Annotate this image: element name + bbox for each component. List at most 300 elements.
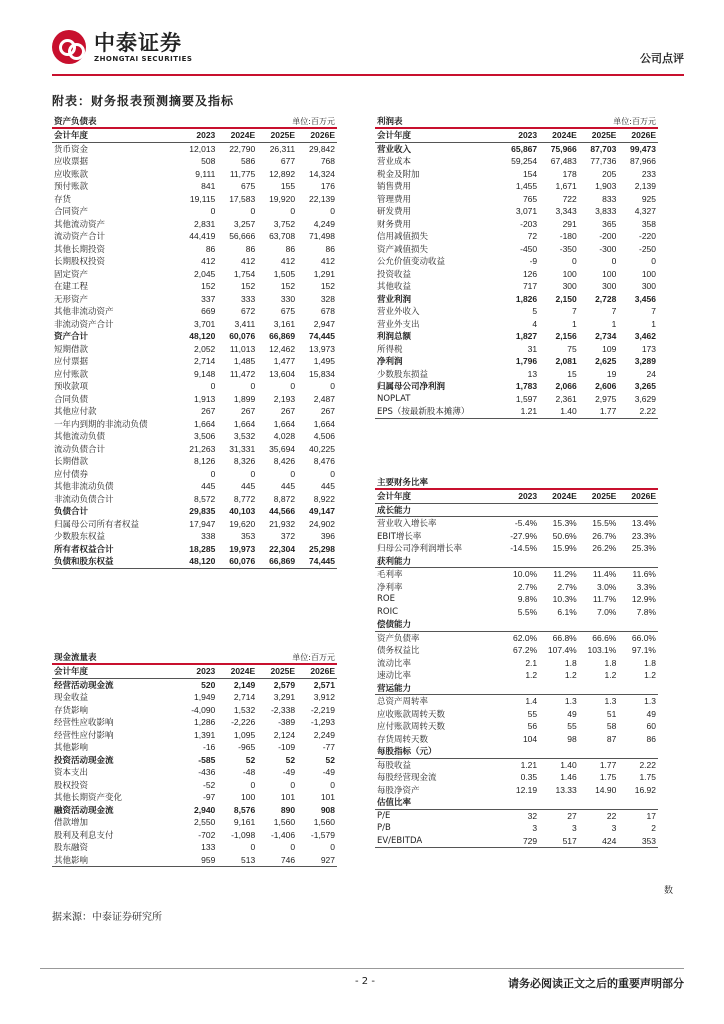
cell-value: 126: [522, 268, 538, 279]
cell-value: 675: [280, 306, 296, 317]
cell-value: 2,249: [313, 729, 335, 740]
cell-value: 8,922: [313, 493, 335, 504]
column-header-year: 2024E: [539, 489, 579, 503]
cell-value: 2,831: [194, 218, 216, 229]
cell-value: 1,827: [515, 331, 538, 342]
cell-value: 3,629: [634, 393, 656, 404]
cell-value: 8,872: [273, 493, 296, 504]
row-label: 归母公司净利润增长率: [377, 544, 463, 555]
cell-value: 1.3: [644, 696, 656, 707]
cell-value: 2.1: [525, 657, 538, 668]
cell-value: 2,714: [194, 356, 216, 367]
column-header-year: 2024E: [217, 128, 257, 142]
table-row: [375, 230, 658, 243]
cell-value: 22: [606, 810, 617, 821]
cell-value: 0: [330, 381, 335, 392]
cell-value: 0: [651, 256, 656, 267]
cell-value: 99,473: [630, 143, 656, 154]
cell-value: 0: [330, 842, 335, 853]
cell-value: [539, 503, 579, 517]
table-row: [52, 430, 337, 443]
section-header-row: [375, 682, 658, 695]
cell-value: 513: [217, 854, 257, 867]
cell-value: 765: [522, 193, 538, 204]
cell-value: -5.4%: [514, 518, 538, 529]
table-row: [375, 142, 658, 155]
table-row: [375, 784, 658, 797]
table-row: [375, 835, 658, 848]
cell-value: 154: [522, 168, 538, 179]
cell-value: 729: [500, 835, 540, 848]
row-label: 少数股东损益: [377, 369, 429, 380]
table-row: [375, 343, 658, 356]
column-header-year: 2026E: [297, 664, 337, 678]
cell-value: 86: [646, 733, 656, 744]
cell-value: 27: [567, 810, 577, 821]
cell-value: 3,833: [595, 206, 617, 217]
cell-value: 3,752: [273, 218, 296, 229]
cell-value: 2,156: [555, 331, 577, 342]
page-number: - 2 -: [355, 976, 375, 987]
cell-value: 1,664: [233, 418, 256, 429]
cell-value: 412: [241, 256, 256, 267]
table-header-row: [375, 128, 658, 142]
cell-value: 2,052: [194, 343, 216, 354]
table-row: [375, 405, 658, 418]
cell-value: 677: [280, 156, 296, 167]
cell-value: -436: [198, 767, 216, 778]
cell-value: 22,139: [309, 193, 335, 204]
table-row: [375, 193, 658, 206]
cell-value: 40,225: [309, 443, 335, 454]
cell-value: -300: [599, 243, 617, 254]
cell-value: 8,426: [273, 456, 296, 467]
row-label: 其他长期投资: [54, 244, 106, 255]
cell-value: -389: [278, 717, 296, 728]
cell-value: 72: [527, 231, 538, 242]
cell-value: 2,625: [595, 356, 617, 367]
cell-value: 353: [241, 531, 256, 542]
cell-value: 3: [532, 823, 538, 834]
cell-value: 10.0%: [513, 569, 538, 580]
column-header-year: 2023: [500, 489, 540, 503]
table-row: [52, 854, 337, 867]
cell-value: [618, 555, 658, 568]
table-row: [52, 418, 337, 431]
cell-value: 10.3%: [552, 594, 577, 605]
cell-value: 24,902: [309, 518, 335, 529]
cell-value: 12,013: [189, 143, 216, 154]
cell-value: 717: [522, 281, 538, 292]
cell-value: 40,103: [229, 506, 256, 517]
cell-value: 52: [285, 754, 296, 765]
cell-value: 1.46: [560, 772, 577, 783]
cell-value: -97: [203, 792, 216, 803]
zhongtai-logo-icon: [52, 30, 86, 64]
row-label: 应付账款: [54, 369, 89, 380]
cell-value: 86: [285, 243, 296, 254]
cell-value: -450: [520, 243, 538, 254]
row-label: 成长能力: [375, 503, 500, 517]
cell-value: 0: [250, 206, 256, 217]
cell-value: 424: [579, 835, 619, 848]
cell-value: 1.40: [539, 405, 579, 418]
cell-value: [539, 618, 579, 631]
table-row: [52, 741, 337, 754]
cell-value: 267: [201, 406, 216, 417]
table-header-row: [52, 664, 337, 678]
cell-value: 7: [572, 306, 577, 317]
column-header-year: 2023: [500, 128, 540, 142]
row-label: 流动资产合计: [54, 232, 106, 243]
cell-value: 29,835: [189, 506, 216, 517]
row-label: 借款增加: [54, 818, 89, 829]
cell-value: -180: [559, 231, 577, 242]
row-label: 毛利率: [377, 570, 403, 581]
cell-value: 358: [641, 218, 656, 229]
cell-value: -2,219: [310, 704, 335, 715]
row-label: 归属母公司所有者权益: [54, 519, 140, 530]
cell-value: 11,472: [229, 368, 256, 379]
cell-value: 66.0%: [631, 632, 656, 643]
cell-value: [539, 682, 579, 695]
row-label: 其他应付款: [54, 407, 97, 418]
cell-value: -350: [559, 243, 577, 254]
cell-value: -1,406: [270, 829, 296, 840]
cell-value: 6.1%: [557, 606, 577, 617]
cell-value: -1,579: [310, 829, 335, 840]
cell-value: 31: [527, 343, 538, 354]
row-label: 公允价值变动收益: [377, 257, 446, 268]
table-row: [52, 704, 337, 717]
cell-value: [539, 745, 579, 758]
cell-value: 927: [297, 854, 337, 867]
column-header-year: 2026E: [618, 128, 658, 142]
row-label: 资产合计: [54, 332, 89, 343]
row-label: 营业利润: [377, 294, 412, 305]
cell-value: 1,913: [194, 393, 216, 404]
table-row: [52, 505, 337, 518]
cell-value: 372: [280, 531, 296, 542]
row-label: 销售费用: [377, 182, 412, 193]
cell-value: 1.40: [560, 759, 577, 770]
row-label: 速动比率: [377, 671, 412, 682]
table-row: [52, 841, 337, 854]
cell-value: 16.92: [634, 784, 656, 795]
cell-value: 3,289: [634, 356, 656, 367]
cell-value: 2,728: [595, 293, 617, 304]
table-row: [52, 180, 337, 193]
table-row: [52, 218, 337, 231]
cell-value: 365: [602, 218, 617, 229]
cell-value: 15.3%: [552, 518, 577, 529]
row-label: 预收款项: [54, 382, 89, 393]
cell-value: -1,293: [310, 717, 335, 728]
column-header-year: 2025E: [579, 489, 619, 503]
cell-value: 2.22: [639, 759, 656, 770]
cell-value: 75,966: [550, 143, 577, 154]
cell-value: 1.21: [520, 759, 538, 770]
row-label: 其他流动资产: [54, 219, 106, 230]
cell-value: 4,327: [634, 206, 656, 217]
cell-value: 4,249: [313, 218, 335, 229]
cell-value: 1,949: [194, 692, 216, 703]
column-header-year: 2025E: [257, 128, 297, 142]
row-label: 营业外收入: [377, 307, 420, 318]
cell-value: 908: [320, 804, 335, 815]
cell-value: 3,532: [233, 431, 256, 442]
cell-value: 9,111: [195, 168, 216, 179]
table-row: [52, 816, 337, 829]
row-label: 融资活动现金流: [54, 805, 114, 816]
cell-value: 4: [532, 318, 538, 329]
cell-value: [539, 555, 579, 568]
table-row: [375, 330, 658, 343]
row-label: 每股指标（元）: [375, 745, 500, 758]
cell-value: 0: [210, 381, 216, 392]
row-label: 所得税: [377, 344, 403, 355]
cell-value: 1: [651, 318, 656, 329]
cell-value: 86: [245, 243, 256, 254]
cell-value: 205: [602, 168, 617, 179]
cell-value: 2.7%: [557, 581, 577, 592]
column-header-year: 2024E: [217, 664, 257, 678]
cell-value: 19,115: [189, 193, 216, 204]
row-label: 存货周转天数: [377, 734, 429, 745]
cell-value: 9,148: [194, 368, 216, 379]
cell-value: 1,796: [515, 356, 538, 367]
row-label: 营业收入增长率: [377, 519, 437, 530]
row-label: 负债和股东权益: [52, 555, 177, 568]
cell-value: 0: [330, 206, 335, 217]
cell-value: 17: [646, 810, 656, 821]
row-label: 固定资产: [54, 269, 89, 280]
cell-value: 14,324: [309, 168, 335, 179]
cell-value: 353: [618, 835, 658, 848]
cell-value: 1.8: [644, 657, 656, 668]
cell-value: 35,694: [269, 443, 296, 454]
table-row: [375, 268, 658, 281]
cell-value: 0: [290, 842, 296, 853]
table-row: [375, 530, 658, 543]
cell-value: 1,455: [515, 181, 538, 192]
cell-value: 12.9%: [631, 594, 656, 605]
cell-value: 25.3%: [631, 543, 656, 554]
disclaimer-note: 请务必阅读正文之后的重要声明部分: [508, 977, 684, 990]
table-header-row: [52, 128, 337, 142]
cell-value: 3,257: [233, 218, 256, 229]
cell-value: 13: [527, 368, 538, 379]
cell-value: 8,476: [313, 456, 335, 467]
cell-value: [500, 618, 540, 631]
cell-value: 1.75: [599, 772, 617, 783]
cell-value: 13,604: [269, 368, 296, 379]
row-label: 资产减值损失: [377, 244, 429, 255]
column-header-label: 会计年度: [375, 128, 500, 142]
cell-value: 722: [562, 193, 577, 204]
cell-value: 746: [257, 854, 297, 867]
cell-value: 48,120: [177, 555, 217, 568]
balance-sheet-table: [52, 115, 337, 569]
cell-value: 15.5%: [592, 518, 617, 529]
cell-value: 5.5%: [517, 606, 538, 617]
cell-value: 1.2: [604, 670, 617, 681]
cell-value: 2,571: [313, 679, 335, 690]
row-label: 营业成本: [377, 157, 412, 168]
table-row: [375, 280, 658, 293]
cell-value: 17,947: [189, 518, 216, 529]
cell-value: 0: [572, 256, 577, 267]
table-row: [52, 205, 337, 218]
cell-value: -52: [203, 779, 216, 790]
cell-value: 2: [651, 823, 656, 834]
table-title: 现金流量表: [52, 651, 257, 664]
row-label: 净利率: [377, 582, 403, 593]
cell-value: 173: [641, 343, 656, 354]
cell-value: 1,754: [233, 268, 256, 279]
row-label: EBIT增长率: [377, 531, 422, 542]
cell-value: 14.90: [595, 784, 617, 795]
table-row: [52, 530, 337, 543]
cell-value: [500, 503, 540, 517]
cell-value: 1,664: [313, 418, 335, 429]
column-header-year: 2025E: [257, 664, 297, 678]
section-header-row: [375, 555, 658, 568]
table-title-row: [52, 651, 337, 664]
row-label: 存货: [54, 194, 72, 205]
table-row: [375, 733, 658, 746]
table-row: [52, 543, 337, 556]
cell-value: 1,671: [555, 181, 577, 192]
cell-value: 2,714: [233, 692, 256, 703]
cell-value: 44,419: [189, 231, 216, 242]
report-type-tag: 公司点评: [640, 52, 684, 65]
cell-value: 445: [201, 481, 216, 492]
cell-value: -2,226: [231, 717, 256, 728]
row-label: 预付账款: [54, 182, 89, 193]
table-row: [375, 631, 658, 644]
cell-value: 58: [606, 721, 617, 732]
cell-value: -49: [322, 767, 335, 778]
cell-value: 3,265: [634, 381, 656, 392]
cell-value: 12.19: [515, 784, 538, 795]
row-label: 获利能力: [375, 555, 500, 568]
cell-value: [579, 503, 619, 517]
cell-value: 22,790: [229, 143, 256, 154]
cell-value: [579, 555, 619, 568]
row-label: 其他非流动负债: [54, 482, 114, 493]
cell-value: 74,445: [309, 331, 335, 342]
cell-value: 178: [562, 168, 577, 179]
cell-value: 87,966: [630, 156, 656, 167]
cell-value: 1.75: [639, 772, 656, 783]
cell-value: 18,285: [189, 543, 216, 554]
row-label: 股利及利息支付: [54, 830, 114, 841]
cell-value: -1,098: [231, 829, 256, 840]
cell-value: [579, 745, 619, 758]
cell-value: 26,311: [269, 143, 296, 154]
cell-value: 517: [539, 835, 579, 848]
cell-value: 1,597: [515, 393, 538, 404]
cell-value: 2,045: [194, 268, 216, 279]
table-row: [52, 829, 337, 842]
cell-value: 4,028: [273, 431, 296, 442]
cell-value: 267: [280, 406, 296, 417]
row-label: 营运能力: [375, 682, 500, 695]
row-label: 合同负债: [54, 394, 89, 405]
brand-name-en: ZHONGTAI SECURITIES: [94, 54, 193, 63]
table-row: [52, 468, 337, 481]
table-row: [52, 691, 337, 704]
cell-value: 1,664: [194, 418, 216, 429]
table-row: [375, 606, 658, 619]
row-label: 估值比率: [375, 796, 500, 809]
cell-value: 103.1%: [587, 645, 617, 656]
row-label: EV/EBITDA: [375, 835, 500, 848]
cell-value: 300: [562, 281, 577, 292]
table-row: [52, 193, 337, 206]
cell-value: [618, 745, 658, 758]
table-row: [375, 318, 658, 331]
cell-value: 2,550: [194, 817, 216, 828]
cell-value: -16: [203, 742, 216, 753]
cell-value: 109: [602, 343, 617, 354]
cell-value: 1.3: [564, 696, 577, 707]
cell-value: 2,139: [634, 181, 656, 192]
cell-value: 19,920: [269, 193, 296, 204]
cell-value: 0: [250, 468, 256, 479]
table-row: [52, 293, 337, 306]
table-row: [52, 255, 337, 268]
cell-value: [500, 796, 540, 809]
table-row: [375, 720, 658, 733]
cell-value: 445: [320, 481, 335, 492]
table-row: [52, 305, 337, 318]
cell-value: 7.0%: [596, 606, 617, 617]
cell-value: 0: [210, 206, 216, 217]
cell-value: 152: [320, 281, 335, 292]
cell-value: 3,701: [194, 318, 216, 329]
cell-value: 8,326: [233, 456, 256, 467]
cell-value: 77,736: [590, 156, 617, 167]
table-row: [52, 493, 337, 506]
table-row: [375, 205, 658, 218]
cell-value: 86: [205, 243, 216, 254]
cell-value: 152: [201, 281, 216, 292]
table-row: [375, 168, 658, 181]
cell-value: 300: [641, 281, 656, 292]
cell-value: 11.2%: [553, 569, 577, 580]
table-row: [375, 771, 658, 784]
table-row: [375, 380, 658, 393]
table-row: [375, 305, 658, 318]
cell-value: 8,126: [194, 456, 216, 467]
cell-value: 66,869: [257, 555, 297, 568]
cell-value: 13,973: [309, 343, 335, 354]
table-title: 资产负债表: [52, 115, 257, 128]
cell-value: [579, 796, 619, 809]
cell-value: 233: [641, 168, 656, 179]
cell-value: 3,343: [555, 206, 577, 217]
table-title: 主要财务比率: [375, 476, 658, 489]
cell-value: 60,076: [229, 331, 256, 342]
cell-value: 66.6%: [592, 632, 617, 643]
row-label: 其他长期资产变化: [54, 793, 123, 804]
cell-value: 0: [210, 468, 216, 479]
cell-value: 100: [641, 268, 656, 279]
cell-value: 3,291: [273, 692, 296, 703]
cell-value: 3: [572, 823, 577, 834]
